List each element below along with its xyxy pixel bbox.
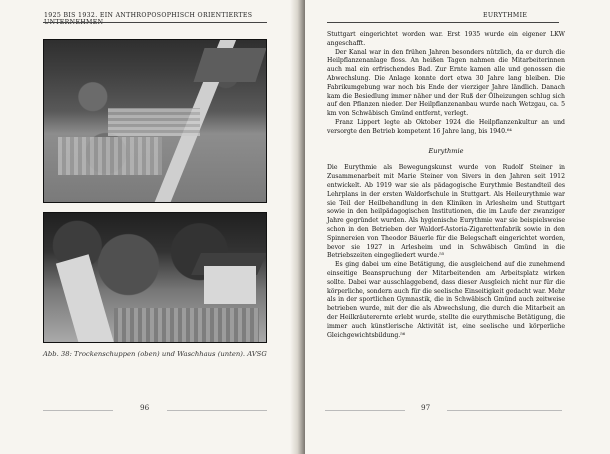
running-header-left: 1925 BIS 1932. EIN ANTHROPOSOPHISCH ORIENTIERTES: [44, 12, 253, 19]
section-title: Eurythmie: [428, 146, 464, 155]
paragraph: Der Kanal war in den frühen Jahren besonders nützlich, da er durch die Heilpflanzenanlage floss. An heißen Tagen nahmen die Mitarbeiterinnen auch mal ein erfrischendes Bad. Zur Ernte kamen alle und genossen die Abwechslung. Die Anlage konnte dort etwa 30 Jahre lang bleiben. Die Fabrikumgebung war noch bis Ende der vierziger Jahre ländlich. Danach kam die Besiedlung immer näher und der Ruß der Ölheizungen schlug sich auf den Pflanzen nieder. Der Heilpflanzenanbau wurde nach Wetzgau, ca. 5 km von Schwäbisch Gmünd entfernt, verlegt.: [327, 48, 565, 118]
section-paragraph: Die Eurythmie als Bewegungskunst wurde von Rudolf Steiner in Zusammenarbeit mit Marie Steiner von Sivers in den Jahren seit 1912 entwickelt. Ab 1919 war sie als pädagogische Eurythmie Bestandteil des Lehrplans in der ersten Waldorfschule in Stuttgart. Als Heileurythmie war sie Teil der Heilbehandlung in den Kliniken in Arlesheim und Stuttgart sowie in den heilpädagogischen Institutionen, die im Laufe der zwanziger Jahre gegründet wurden. Als hygienische Eurythmie war sie beispielsweise schon in den Betrieben der Waldorf-Astoria-Zigarettenfabrik sowie in den Spinnereien von Theodor Bäuerle für die Belegschaft eingerichtet worden, bevor sie 1927 in Arlesheim und in Schwäbisch Gmünd in die Betriebszeiten eingegliedert wurde.⁵⁵: [327, 164, 565, 260]
page-number-left: 96: [140, 403, 150, 412]
page-number-right: 97: [421, 403, 431, 412]
page-line-left-a: [43, 410, 113, 411]
page-line-right-b: [447, 410, 562, 411]
header-rule-left: [43, 22, 267, 23]
paragraph: Franz Lippert legte ab Oktober 1924 die Heilpflanzenkultur an und versorgte den Betrieb kompetent 16 Jahre lang, bis 1940.⁶⁴: [327, 118, 565, 135]
photo-laundry-house: [43, 212, 267, 343]
page-line-left-b: [167, 410, 267, 411]
header-rule-right: [327, 22, 559, 23]
left-page: [0, 0, 300, 454]
photo-garden: [114, 308, 259, 343]
photo-roof: [193, 48, 266, 82]
section-paragraph: Es ging dabei um eine Betätigung, die ausgleichend auf die zunehmend einseitige Beanspruchung der Mitarbeitenden am Arbeitsplatz wirken sollte. Dabei war ausschlaggebend, dass dieser Ausgleich nicht nur für die körperliche, sondern auch für die seelische Einseitigkeit gedacht war. Mehr als in der sportlichen Gymnastik, die in Schwäbisch Gmünd auch zeitweise betrieben wurde, mit der die als Abwechslung, die durch die Mitarbeit an der Heilkräuterernte erlebt wurde, stellte die eurythmische Betätigung, die immer auch künstlerische Aktivität ist, eine seelische und körperliche Gleichgewichtsbildung.⁵⁶: [327, 261, 565, 339]
running-header-right: EURYTHMIE: [483, 12, 528, 19]
photo-garden-beds-secondary: [108, 108, 200, 136]
photo-drying-shed: [43, 39, 267, 203]
paragraph: Stuttgart eingerichtet worden war. Erst 1935 wurde ein eigener LKW angeschafft.: [327, 31, 565, 47]
photo-house: [204, 266, 256, 304]
page-line-right-a: [325, 410, 405, 411]
right-page: [305, 0, 610, 454]
photo-garden-beds: [58, 137, 162, 175]
figure-caption: Abb. 38: Trockenschuppen (oben) und Waschhaus (unten). AVSG: [43, 350, 267, 358]
body-text: [327, 31, 565, 340]
photo-road: [56, 254, 116, 343]
